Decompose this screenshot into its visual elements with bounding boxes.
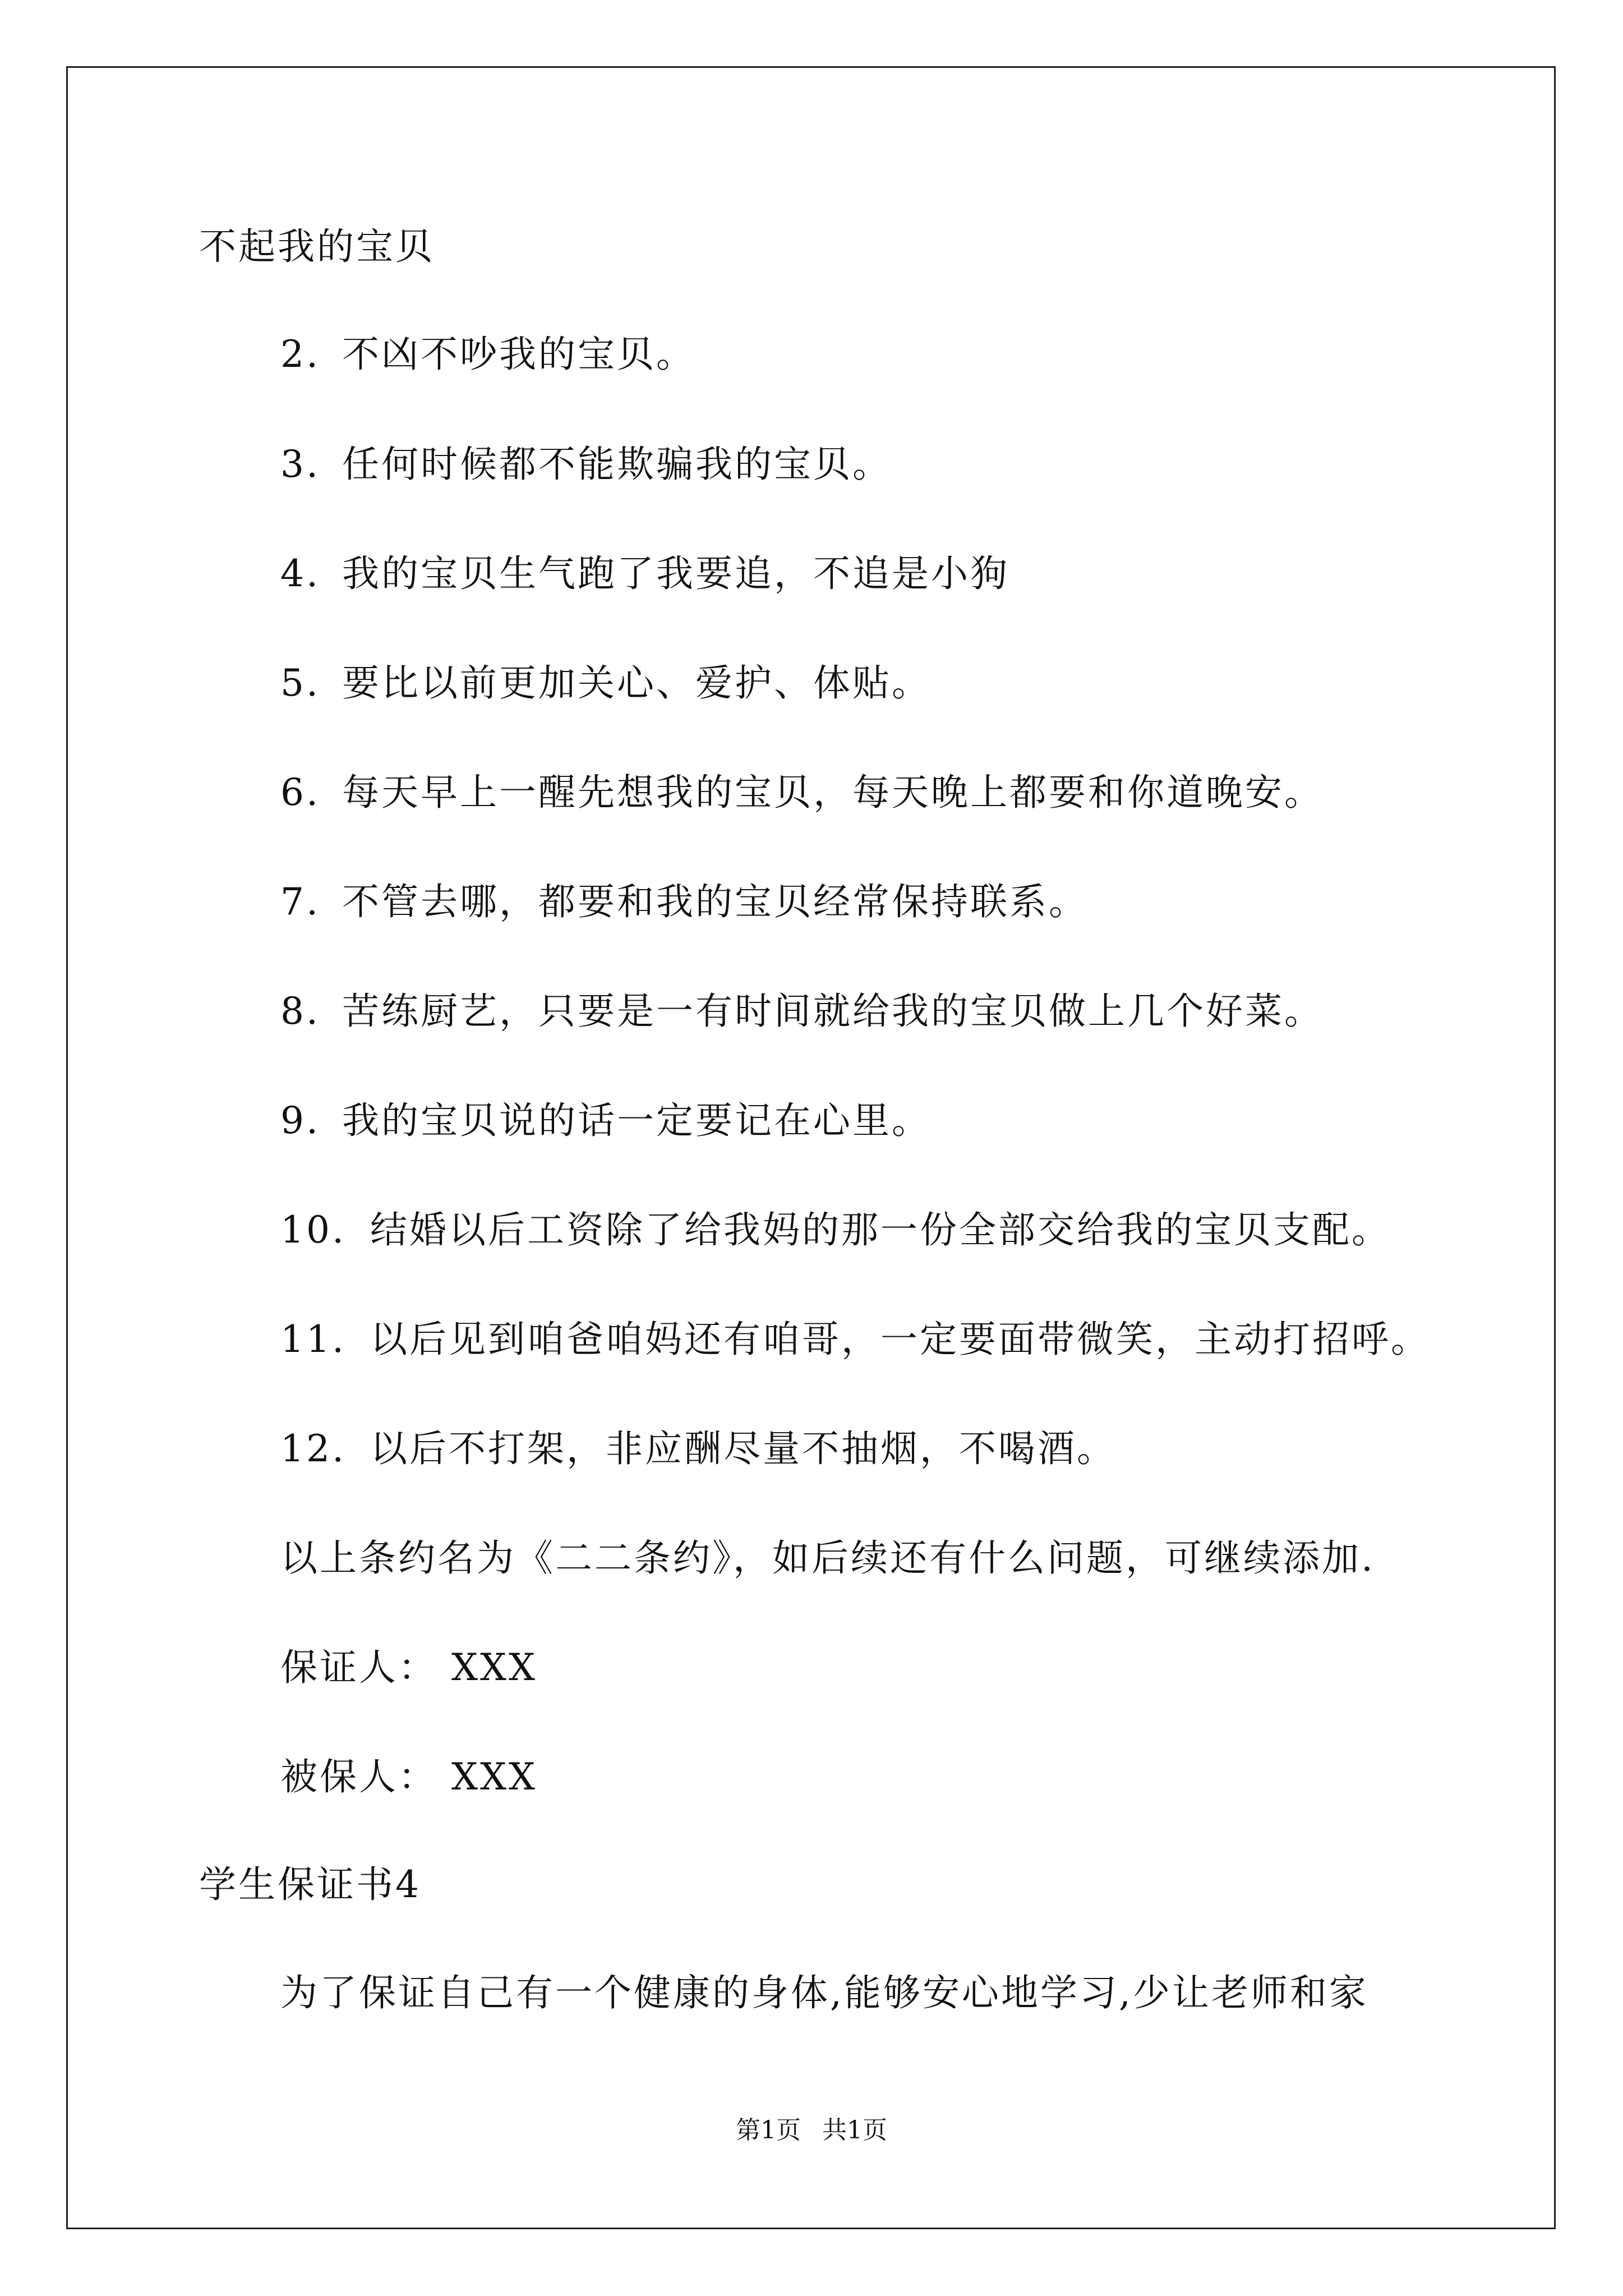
item-number: 8. xyxy=(280,990,320,1033)
item-number: 4. xyxy=(280,552,320,595)
section-title: 学生保证书4 xyxy=(199,1863,421,1906)
item-number: 9. xyxy=(280,1099,320,1142)
guarantor-line: 保证人： XXX xyxy=(280,1646,537,1689)
item-text: 任何时候都不能欺骗我的宝贝。 xyxy=(342,443,892,486)
list-item xyxy=(280,1208,1391,1253)
item-text: 每天早上一醒先想我的宝贝，每天晚上都要和你道晚安。 xyxy=(342,771,1324,814)
list-item xyxy=(280,661,931,706)
item-text: 不管去哪，都要和我的宝贝经常保持联系。 xyxy=(342,880,1088,923)
item-text: 我的宝贝生气跑了我要追，不追是小狗 xyxy=(342,552,1009,595)
list-item xyxy=(280,551,1009,596)
list-item xyxy=(280,880,1088,924)
continuation-line: 不起我的宝贝 xyxy=(199,225,435,268)
item-number: 5. xyxy=(280,661,320,705)
item-text: 以后见到咱爸咱妈还有咱哥，一定要面带微笑，主动打招呼。 xyxy=(370,1318,1430,1361)
item-number: 10. xyxy=(280,1208,346,1251)
item-number: 7. xyxy=(280,880,320,923)
list-item xyxy=(280,332,695,377)
item-text: 以后不打架，非应酬尽量不抽烟，不喝酒。 xyxy=(370,1427,1116,1470)
item-number: 3. xyxy=(280,443,320,486)
list-item xyxy=(280,1098,931,1143)
item-number: 11. xyxy=(280,1318,346,1361)
page-footer xyxy=(0,2115,1623,2146)
item-text: 我的宝贝说的话一定要记在心里。 xyxy=(342,1099,931,1142)
list-item xyxy=(280,989,1324,1034)
item-text: 结婚以后工资除了给我妈的那一份全部交给我的宝贝支配。 xyxy=(370,1208,1391,1251)
list-item xyxy=(280,770,1324,815)
list-item xyxy=(280,442,892,487)
item-number: 6. xyxy=(280,771,320,814)
paragraph-line: 为了保证自己有一个健康的身体,能够安心地学习,少让老师和家 xyxy=(280,1971,1368,2014)
item-number: 12. xyxy=(280,1427,346,1470)
closing-note: 以上条约名为《二二条约》，如后续还有什么问题，可继续添加. xyxy=(280,1536,1375,1580)
item-text: 苦练厨艺，只要是一有时间就给我的宝贝做上几个好菜。 xyxy=(342,990,1324,1033)
page-total: 共1页 xyxy=(822,2116,887,2145)
page-number: 第1页 xyxy=(736,2116,801,2145)
item-text: 要比以前更加关心、爱护、体贴。 xyxy=(342,661,931,705)
list-item xyxy=(280,1427,1116,1471)
list-item xyxy=(280,1317,1430,1362)
guaranteed-line: 被保人： XXX xyxy=(280,1755,537,1798)
item-text: 不凶不吵我的宝贝。 xyxy=(342,333,695,376)
item-number: 2. xyxy=(280,333,320,376)
